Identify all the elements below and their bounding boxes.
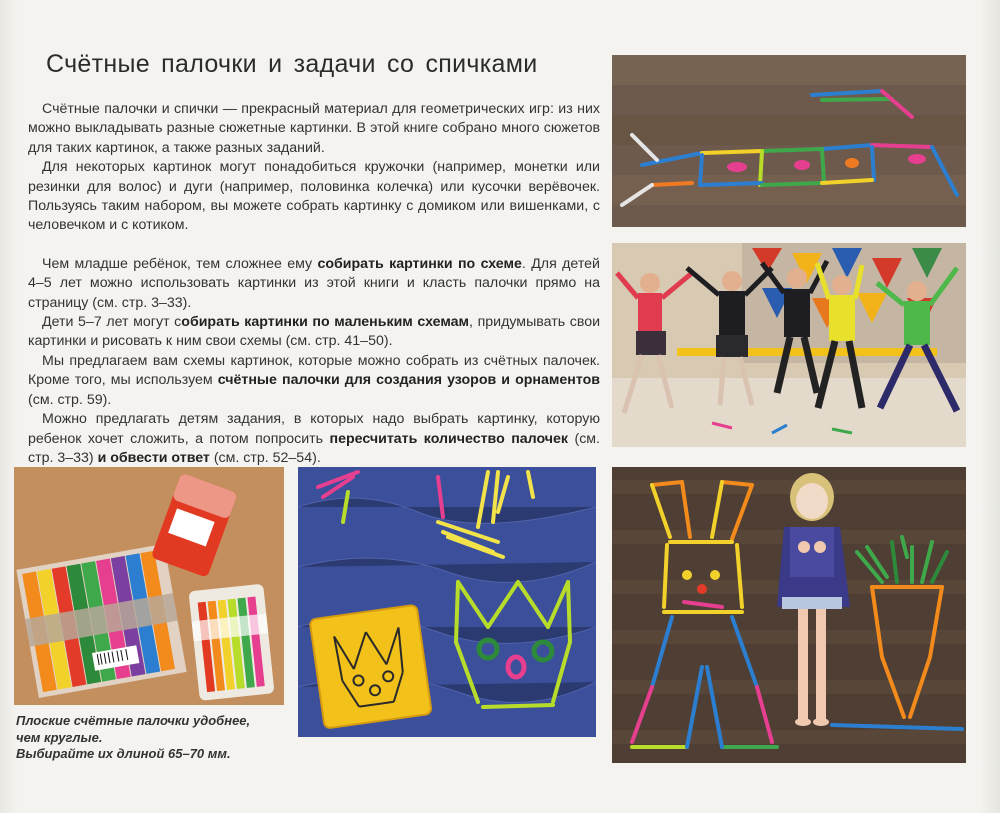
text-run: , придумывать свои картинки и рисовать к ним свои схемы (см. стр. 41–50). — [28, 314, 601, 350]
bold-run: обирать картинки по маленьким схемам — [181, 314, 470, 331]
photo-floor-sticks — [612, 55, 966, 227]
paragraph-materials: Для некоторых картинок могут понадобиться кружочки (например, монетки или резинки для волос) и дуги (например, половинка колечка) или кусочки верёвочек. Пользуясь таким набором, вы можете собрать картинку с домиком или вишенками, с человечком и с котиком. — [28, 159, 600, 234]
text-run: Чем младше ребёнок, тем сложнее ему — [42, 255, 318, 272]
paragraph-older — [28, 313, 600, 352]
paragraph-patterns — [28, 352, 600, 410]
photo-girl-stick-figures — [612, 467, 966, 763]
bold-run: и обвести ответ — [97, 449, 210, 466]
paragraph-tasks — [28, 410, 600, 468]
text-run: Дети 5–7 лет могут с — [42, 314, 182, 331]
paragraph-younger — [28, 255, 600, 313]
caption-line: Выбирайте их длиной 65–70 мм. — [16, 746, 231, 761]
caption-line: чем круглые. — [16, 729, 103, 745]
text-run: (см. стр. 59). — [28, 391, 112, 408]
photo-caption — [16, 713, 286, 763]
text-run: . Для детей 4–5 лет можно использовать картинки из этой книги и класть палочки прямо на страницу (см. стр. 3–33). — [28, 255, 600, 311]
caption-line: Плоские счётные палочки удобнее, — [16, 713, 251, 728]
paragraph-intro: Счётные палочки и спички — прекрасный материал для геометрических игр: из них можно выкладывать разные сюжетные картинки. В этой книге собрано много сюжетов для таких картинок, а также разных заданий. — [28, 101, 600, 156]
text-run: (см. стр. 3–33) — [28, 430, 600, 466]
photo-children-posing — [612, 243, 966, 447]
text-run: (см. стр. 52–54). — [209, 449, 321, 466]
bold-run: собирать картинки по схеме — [317, 255, 522, 272]
text-run: Мы предлагаем вам схемы картинок, которые можно собрать из счётных палочек. Кроме того, мы используем — [28, 352, 600, 389]
photo-carpet-sticks — [298, 467, 596, 737]
bold-run: счётные палочки для создания узоров и орнаментов — [217, 372, 600, 389]
body-text — [28, 100, 600, 468]
bold-run: пересчитать количество палочек — [329, 430, 569, 447]
photo-stick-packs — [14, 467, 284, 705]
page-title: Счётные палочки и задачи со спичками — [46, 50, 538, 78]
text-run: Можно предлагать детям задания, в которых надо выбрать картинку, которую ребенок хочет сложить, а потом попросить — [28, 411, 600, 447]
